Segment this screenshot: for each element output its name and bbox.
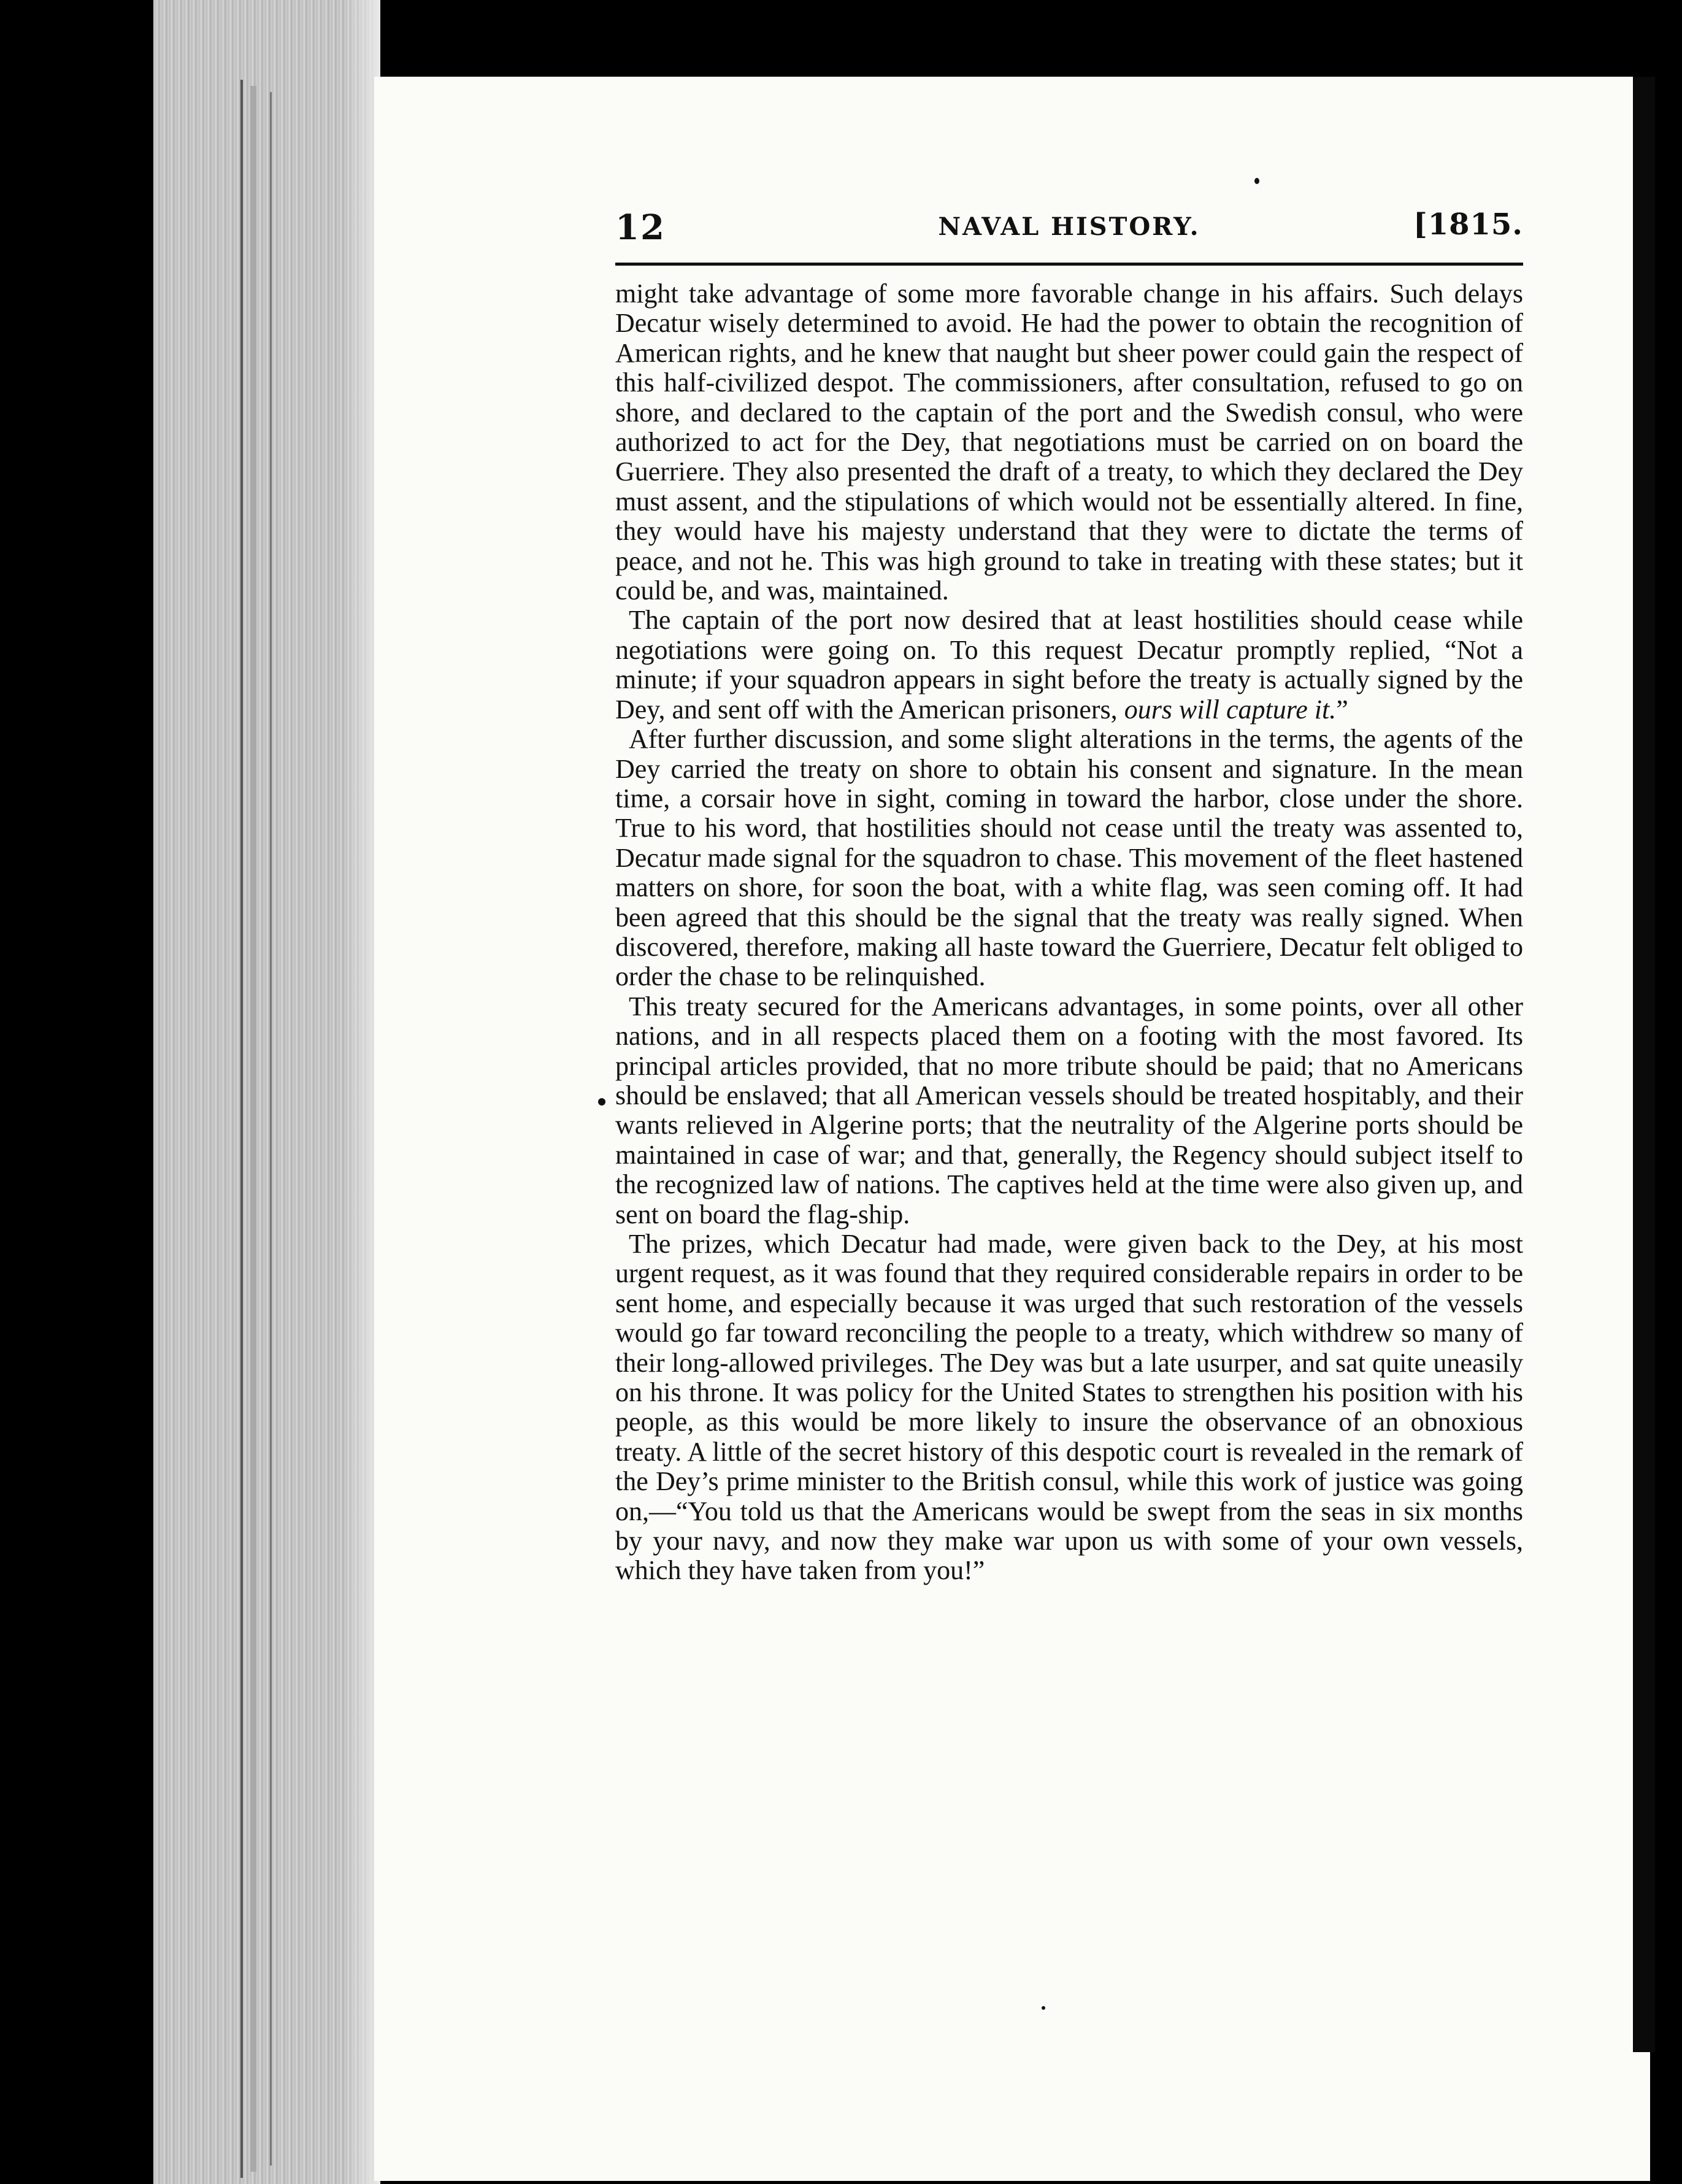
paragraph-4: This treaty secured for the Americans advantages, in some points, over all other nations, and in all respects placed them on a footing with the most favored. Its principal articles provided, that no more tribute should be paid; that no Americans should be enslaved; that all American vessels should be treated hospitably, and their wants relieved in Algerine ports; that the neutrality of the Algerine ports should be maintained in case of war; and that, generally, the Regency should subject itself to the recognized law of nations. The captives held at the time were also given up, and sent on board the flag-ship. [615, 991, 1523, 1229]
scan-speck [598, 1098, 605, 1105]
scan-border-right [1633, 77, 1655, 2052]
paragraph-3: After further discussion, and some slight alterations in the terms, the agents of the Dey carried the treaty on shore to obtain his consent and signature. In the mean time, a corsair hove in sight, coming in toward the harbor, close under the shore. True to his word, that hostilities should not cease until the treaty was assented to, Decatur made signal for the squadron to chase. This movement of the fleet hastened matters on shore, for soon the boat, with a white flag, was seen coming off. It had been agreed that this should be the signal that the treaty was really signed. When discovered, therefore, making all haste toward the Guerriere, Decatur felt obliged to order the chase to be relinquished. [615, 724, 1523, 992]
running-title: NAVAL HISTORY. [938, 212, 1200, 241]
paragraph-2-text: The captain of the port now desired that at least hostilities should cease while negotiations were going on. To this request Decatur promptly replied, “Not a minute; if your squadron appears in sight before the treaty is actually signed by the Dey, and sent off with the American prisoners, [615, 605, 1523, 725]
header-rule [615, 263, 1523, 266]
scan-speck [1254, 178, 1259, 184]
running-header [615, 207, 1523, 256]
body-text [615, 279, 1523, 1586]
page-edge-line [270, 92, 272, 2166]
paragraph-2 [615, 606, 1523, 725]
page-number: 12 [615, 207, 666, 248]
paragraph-2-closing: ” [1336, 694, 1348, 725]
scan-speck [1042, 2006, 1045, 2010]
header-year: [1815. [1413, 207, 1523, 242]
page-edge-band [250, 86, 256, 2172]
paragraph-5: The prizes, which Decatur had made, were given back to the Dey, at his most urgent request, as it was found that they required considerable repairs in order to be sent home, and especially because it was urged that such restoration of the vessels would go far toward reconciling the people to a treaty, which withdrew so many of their long-allowed privileges. The Dey was but a late usurper, and sat quite uneasily on his throne. It was policy for the United States to strengthen his position with his people, as this would be more likely to insure the observance of an obnoxious treaty. A little of the secret history of this despotic court is revealed in the remark of the Dey’s prime minister to the British consul, while this work of justice was going on,—“You told us that the Americans would be swept from the seas in six months by your navy, and now they make war upon us with some of your own vessels, which they have taken from you!” [615, 1229, 1523, 1586]
paragraph-2-italic-quote: ours will capture it. [1124, 694, 1337, 725]
page-edge-shadow [240, 80, 243, 2178]
paragraph-1: might take advantage of some more favorable change in his affairs. Such delays Decatur wisely determined to avoid. He had the power to obtain the recognition of American rights, and he knew that naught but sheer power could gain the respect of this half-civilized despot. The commissioners, after consultation, refused to go on shore, and declared to the captain of the port and the Swedish consul, who were authorized to act for the Dey, that negotiations must be carried on on board the Guerriere. They also presented the draft of a treaty, to which they declared the Dey must assent, and the stipulations of which would not be essentially altered. In fine, they would have his majesty understand that they were to dictate the terms of peace, and not he. This was high ground to take in treating with these states; but it could be, and was, maintained. [615, 279, 1523, 606]
